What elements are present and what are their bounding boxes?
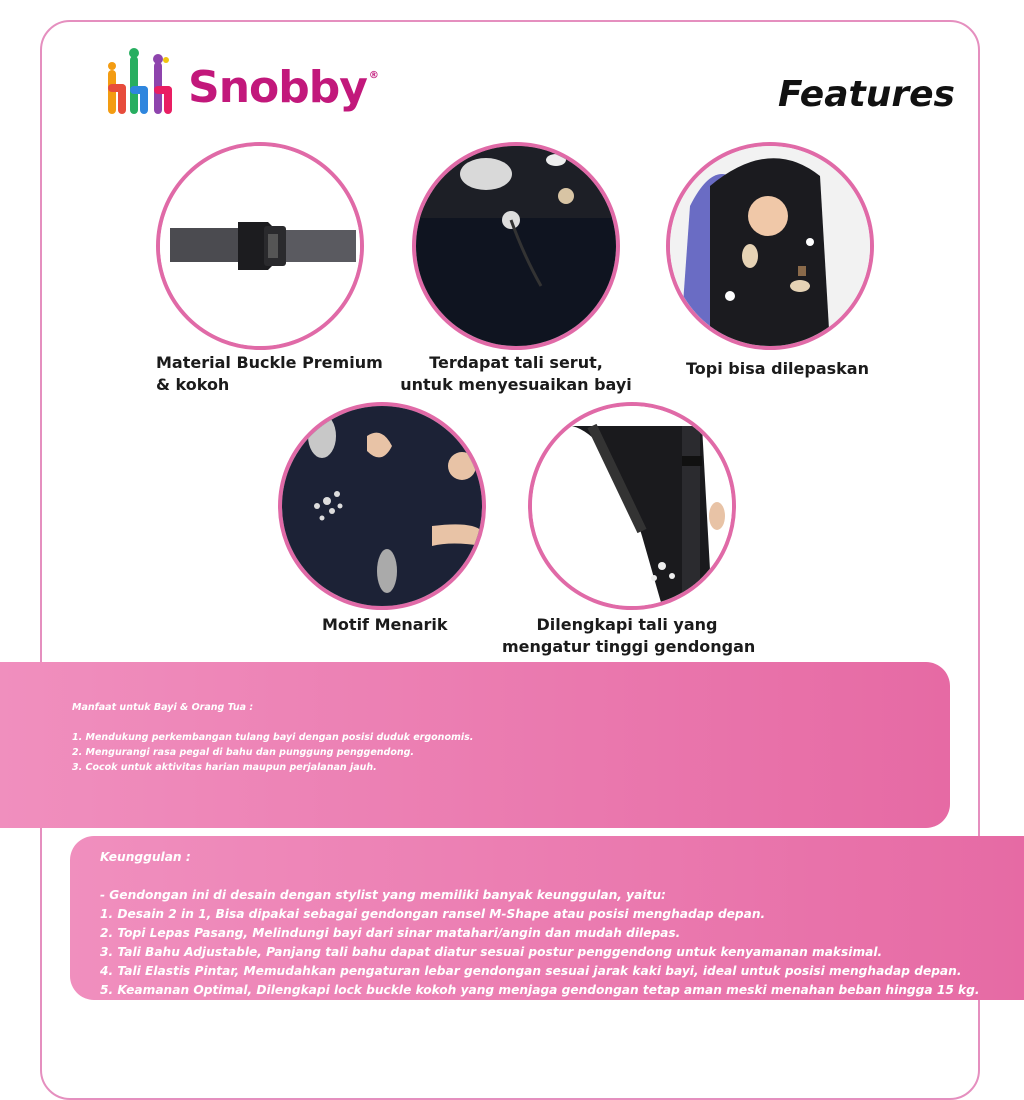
strap-photo (528, 402, 736, 610)
advantage-item: 4. Tali Elastis Pintar, Memudahkan pengaturan lebar gendongan sesuai jarak kaki bayi, ideal untuk posisi menghadap depan. (100, 964, 962, 978)
advantage-item: 5. Keamanan Optimal, Dilengkapi lock buckle kokoh yang menjaga gendongan tetap aman meski menahan beban hingga 15 kg. (100, 983, 980, 997)
advantages-intro: - Gendongan ini di desain dengan stylist yang memiliki banyak keunggulan, yaitu: (100, 888, 666, 902)
benefits-text (72, 700, 473, 775)
buckle-photo (156, 142, 364, 350)
feature-caption-hood: Topi bisa dilepaskan (686, 359, 869, 378)
feature-caption-strap: Dilengkapi tali yang mengatur tinggi gendongan (502, 615, 756, 656)
features-title: Features (778, 74, 955, 115)
brand-name: Snobby ® (188, 62, 378, 113)
benefit-item: 3. Cocok untuk aktivitas harian maupun perjalanan jauh. (72, 762, 377, 773)
advantage-item: 3. Tali Bahu Adjustable, Panjang tali bahu dapat diatur sesuai postur penggendong untuk kenyamanan maksimal. (100, 945, 883, 959)
baby-in-carrier-photo (666, 142, 874, 350)
benefit-item: 1. Mendukung perkembangan tulang bayi dengan posisi duduk ergonomis. (72, 732, 474, 743)
advantages-heading: Keunggulan : (100, 850, 191, 864)
advantages-text (100, 848, 980, 1000)
benefit-item: 2. Mengurangi rasa pegal di bahu dan punggung penggendong. (72, 747, 415, 758)
advantage-item: 1. Desain 2 in 1, Bisa dipakai sebagai gendongan ransel M-Shape atau posisi menghadap depan. (100, 907, 766, 921)
feature-caption-motif: Motif Menarik (322, 615, 448, 634)
pattern-photo (278, 402, 486, 610)
benefits-heading: Manfaat untuk Bayi & Orang Tua : (72, 702, 254, 713)
advantage-item: 2. Topi Lepas Pasang, Melindungi bayi dari sinar matahari/angin dan mudah dilepas. (100, 926, 681, 940)
drawstring-photo (412, 142, 620, 350)
feature-caption-drawstring: Terdapat tali serut, untuk menyesuaikan bayi (400, 353, 632, 394)
feature-caption-buckle: Material Buckle Premium & kokoh (156, 353, 383, 394)
